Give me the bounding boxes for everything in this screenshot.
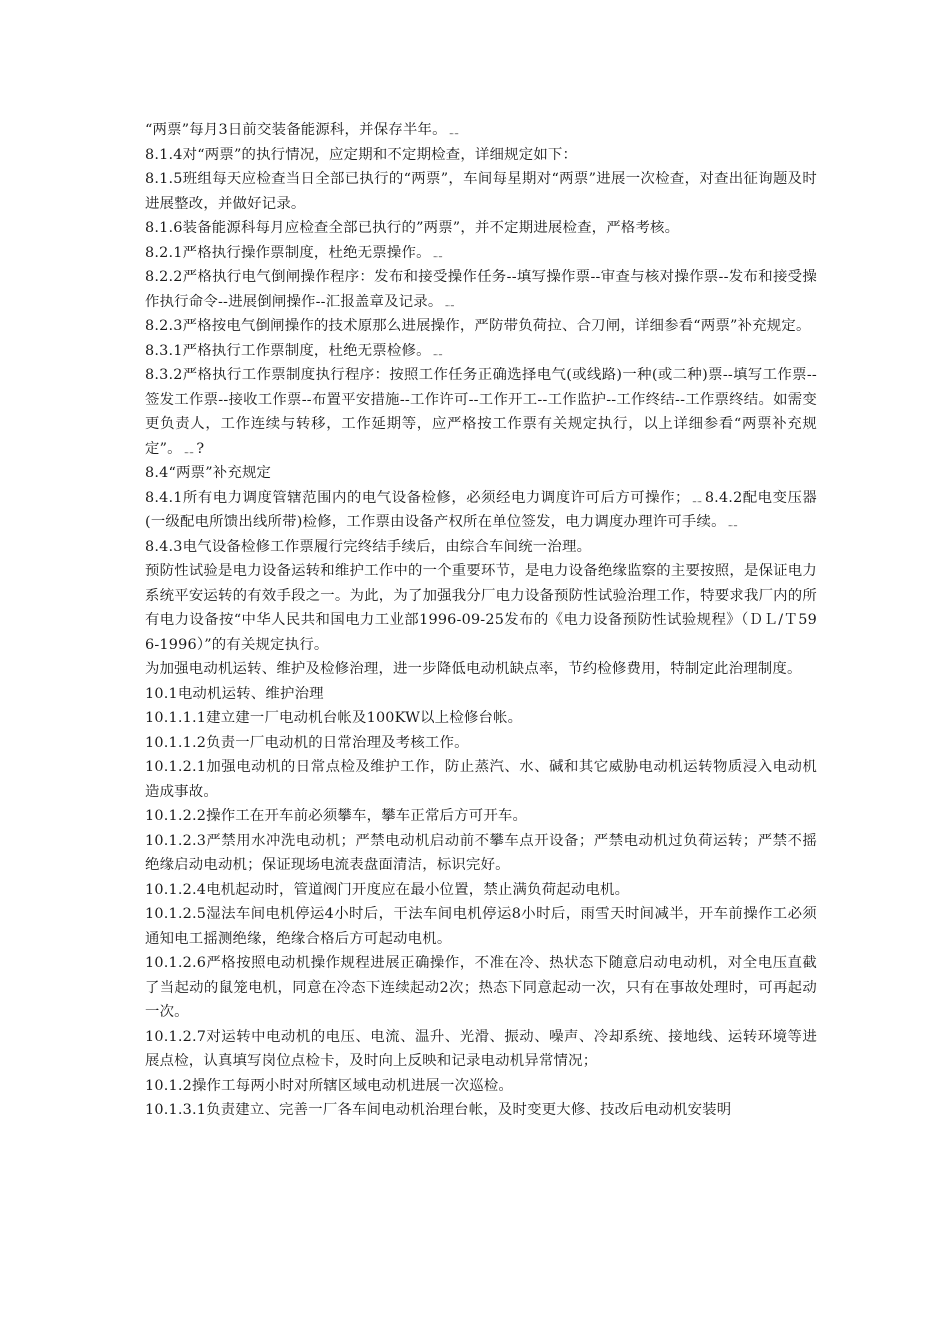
paragraph-21: 10.1.2.4电机起动时，管道阀门开度应在最小位置，禁止满负荷起动电机。: [145, 881, 630, 898]
paragraph-9: 8.3.2严格执行工作票制度执行程序：按照工作任务正确选择电气(或线路)一种(或二种)票--填写工作票--签发工作票--接收工作票--布置平安措施--工作许可--工作开工--工作监护--工作终结--工作票终结。如需变更负责人，工作连续与转移，工作延期等，应严格按工作票有关规定执行，以上详细参看“两票补充规定”。﹎?: [145, 367, 817, 457]
paragraph-24: 10.1.2.7对运转中电动机的电压、电流、温升、光滑、振动、噪声、冷却系统、接地线、运转环境等进展点检，认真填写岗位点检卡，及时向上反映和记录电动机异常情况；: [145, 1028, 817, 1069]
paragraph-11: 8.4.1所有电力调度管辖范围内的电气设备检修，必须经电力调度许可后方可操作；﹎8.4.2配电变压器(一级配电所馈出线所带)检修，工作票由设备产权所在单位签发，电力调度办理许可手续。﹎: [145, 489, 817, 530]
paragraph-23: 10.1.2.6严格按照电动机操作规程进展正确操作，不准在冷、热状态下随意启动电动机，对全电压直截了当起动的鼠笼电机，同意在冷态下连续起动2次；热态下同意起动一次，只有在事故处理时，可再起动一次。: [145, 955, 817, 1020]
paragraph-5: 8.2.1严格执行操作票制度，杜绝无票操作。﹎: [145, 244, 446, 261]
paragraph-18: 10.1.2.1加强电动机的日常点检及维护工作，防止蒸汽、水、碱和其它威胁电动机运转物质浸入电动机造成事故。: [145, 759, 817, 800]
paragraph-8: 8.3.1严格执行工作票制度，杜绝无票检修。﹎: [145, 342, 446, 359]
paragraph-14: 为加强电动机运转、维护及检修治理，进一步降低电动机缺点率，节约检修费用，特制定此治理制度。: [145, 661, 802, 677]
paragraph-7: 8.2.3严格按电气倒闸操作的技术原那么进展操作，严防带负荷拉、合刀闸，详细参看“两票”补充规定。: [145, 318, 811, 334]
paragraph-6: 8.2.2严格执行电气倒闸操作程序：发布和接受操作任务--填写操作票--审查与核对操作票--发布和接受操作执行命令--进展倒闸操作--汇报盖章及记录。﹎: [145, 269, 817, 310]
paragraph-13: 预防性试验是电力设备运转和维护工作中的一个重要环节，是电力设备绝缘监察的主要按照，是保证电力系统平安运转的有效手段之一。为此，为了加强我分厂电力设备预防性试验治理工作，特要求我厂内的所有电力设备按“中华人民共和国电力工业部1996-09-25发布的《电力设备预防性试验规程》（ＤＬ/Ｔ596-1996）”的有关规定执行。: [145, 563, 817, 653]
paragraph-25: 10.1.2操作工每两小时对所辖区域电动机进展一次巡检。: [145, 1077, 513, 1094]
paragraph-4: 8.1.6装备能源科每月应检查全部已执行的”两票”，并不定期进展检查，严格考核。: [145, 220, 680, 236]
paragraph-22: 10.1.2.5湿法车间电机停运4小时后，干法车间电机停运8小时后，雨雪天时间减半，开车前操作工必须通知电工摇测绝缘，绝缘合格后方可起动电机。: [145, 906, 817, 947]
paragraph-10: 8.4“两票”补充规定: [145, 465, 272, 481]
paragraph-15: 10.1电动机运转、维护治理: [145, 685, 324, 702]
paragraph-20: 10.1.2.3严禁用水冲洗电动机；严禁电动机启动前不攀车点开设备；严禁电动机过负荷运转；严禁不摇绝缘启动电动机；保证现场电流表盘面清洁，标识完好。: [145, 832, 817, 873]
paragraph-17: 10.1.1.2负责一厂电动机的日常治理及考核工作。: [145, 734, 469, 751]
paragraph-19: 10.1.2.2操作工在开车前必须攀车，攀车正常后方可开车。: [145, 808, 528, 824]
paragraph-1: “两票”每月3日前交装备能源科，并保存半年。﹎: [145, 122, 462, 138]
paragraph-3: 8.1.5班组每天应检查当日全部已执行的“两票”，车间每星期对“两票”进展一次检查，对查出征询题及时进展整改，并做好记录。: [145, 171, 817, 212]
paragraph-16: 10.1.1.1建立建一厂电动机台帐及100KW以上检修台帐。: [145, 710, 523, 726]
paragraph-26: 10.1.3.1负责建立、完善一厂各车间电动机治理台帐，及时变更大修、技改后电动机安装明: [145, 1102, 732, 1118]
document-page: [145, 118, 817, 1123]
paragraph-12: 8.4.3电气设备检修工作票履行完终结手续后，由综合车间统一治理。: [145, 538, 592, 555]
paragraph-2: 8.1.4对“两票”的执行情况，应定期和不定期检查，详细规定如下：: [145, 146, 578, 163]
